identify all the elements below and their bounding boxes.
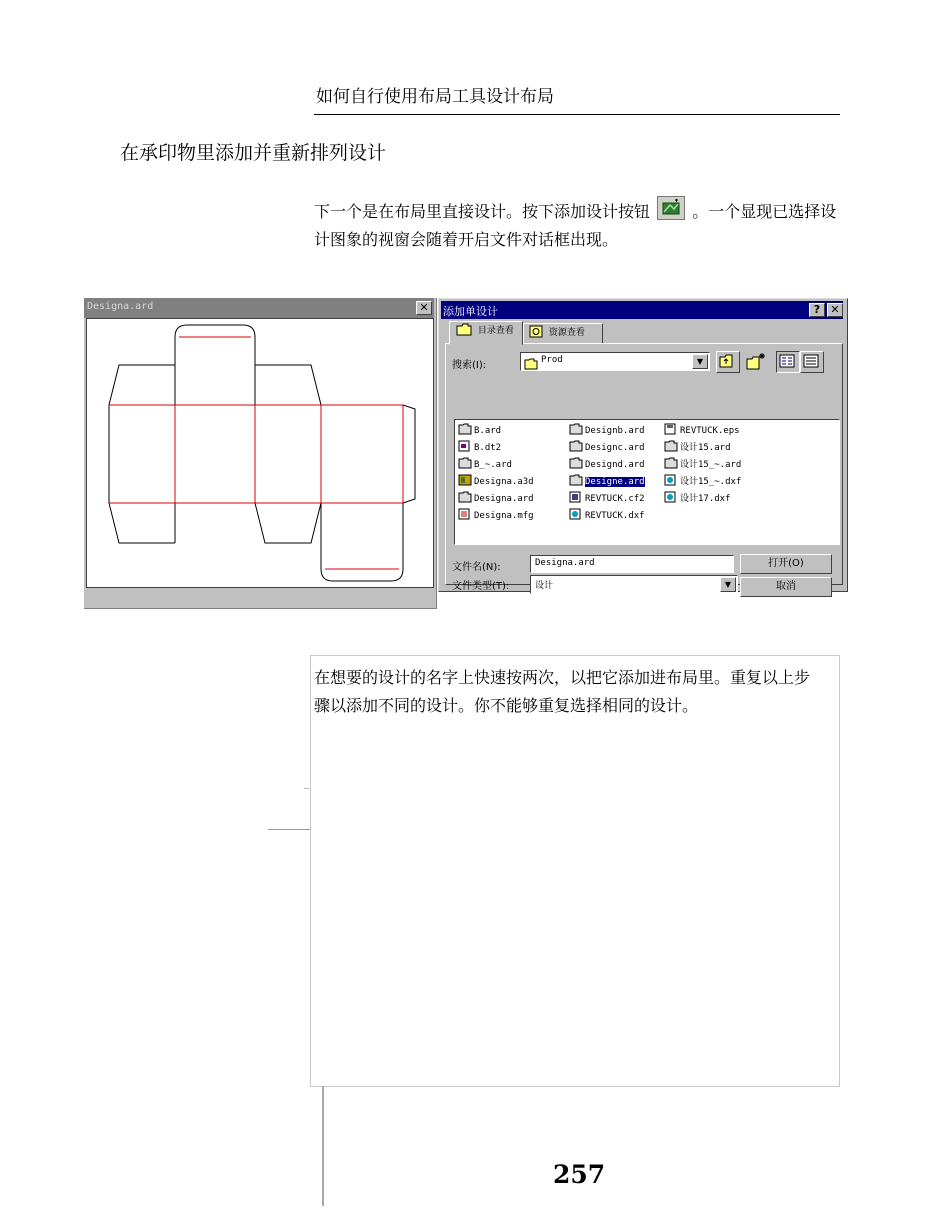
ard-file-icon [664,440,678,452]
eps-file-icon [664,423,678,435]
file-item[interactable] [664,474,741,489]
file-item[interactable] [569,457,645,472]
filename-label: 文件名(N): [452,562,501,573]
mfg-file-icon [458,508,472,520]
dxf-file-icon [664,474,678,486]
file-list[interactable] [454,419,840,545]
new-folder-icon [745,352,767,372]
dialog-title: 添加单设计 [443,305,498,318]
design-window-titlebar [84,298,434,318]
note-paragraph: 在想要的设计的名字上快速按两次，以把它添加进布局里。重复以上步骤以添加不同的设计。你不能够重复选择相同的设计。 [314,668,811,715]
close-icon[interactable]: ✕ [827,303,843,317]
file-name: Designa.mfg [474,511,534,521]
divider [268,829,310,830]
add-design-dialog [438,298,848,592]
open-button[interactable]: 打开(O) [740,554,832,574]
section-title: 在承印物里添加并重新排列设计 [120,142,387,164]
file-name: Designa.a3d [474,477,534,487]
list-view-icon [777,352,797,370]
folder-open-icon [524,355,538,374]
file-name: REVTUCK.eps [680,426,740,436]
file-name: B.ard [474,426,502,436]
file-name: Designa.ard [474,494,534,504]
file-item[interactable] [664,491,731,506]
divider [304,788,309,789]
search-label: 搜索(I): [452,360,487,371]
ard-file-icon [458,491,472,503]
file-name: 设计17.dxf [680,494,731,504]
search-location-value: Prod [541,355,563,365]
file-name: REVTUCK.dxf [585,511,645,521]
close-icon[interactable]: ✕ [416,301,432,315]
folder-icon [456,323,472,344]
intro-text-before: 下一个是在布局里直接设计。按下添加设计按钮 [314,202,651,221]
file-item[interactable] [569,423,645,438]
file-name: 设计15.ard [680,443,731,453]
ard-file-icon [458,457,472,469]
chevron-down-icon[interactable]: ▼ [720,577,736,592]
cf2-file-icon [569,491,583,503]
file-item[interactable] [569,491,645,506]
file-item[interactable] [569,508,645,523]
ard-file-icon [458,423,472,435]
intro-paragraph [314,196,844,254]
file-item[interactable] [569,474,645,489]
search-location-select[interactable] [520,352,710,371]
dialog-titlebar [441,301,843,319]
dt2-file-icon [458,440,472,452]
filename-value: Designa.ard [535,558,595,568]
file-item[interactable] [458,491,534,506]
dxf-file-icon [569,508,583,520]
ard-file-icon [569,423,583,435]
tab-resource-view[interactable] [523,323,603,344]
ard-file-icon [569,440,583,452]
design-canvas [86,318,434,588]
help-icon[interactable]: ? [809,303,825,317]
page-number: 257 [553,1160,606,1189]
tab-label: 资源查看 [548,328,585,338]
file-name: 设计15_~.ard [680,460,742,470]
ard-file-icon [569,474,583,486]
ard-file-icon [569,457,583,469]
filetype-select[interactable] [530,575,738,594]
details-view-button[interactable] [800,351,824,373]
file-item[interactable] [458,508,534,523]
design-preview-window [84,298,437,609]
file-item[interactable] [569,440,645,455]
file-item[interactable] [664,440,731,455]
chevron-down-icon[interactable]: ▼ [692,354,708,369]
file-item[interactable] [458,440,501,455]
header-rule [314,114,840,115]
box-dieline-drawing [87,319,433,587]
filename-input[interactable] [530,555,734,573]
list-view-button[interactable] [776,351,800,373]
details-view-icon [801,352,821,370]
margin-rule [322,1086,324,1206]
file-item[interactable] [458,457,512,472]
up-folder-icon [717,352,737,370]
file-name: Designe.ard [585,477,645,487]
file-name: B.dt2 [474,443,502,453]
cancel-button[interactable]: 取消 [740,577,832,597]
up-one-level-button[interactable] [716,351,740,373]
running-header: 如何自行使用布局工具设计布局 [316,87,554,107]
add-design-icon [657,196,685,220]
filetype-label: 文件类型(T): [452,581,510,592]
file-name: B_~.ard [474,460,512,470]
file-name: REVTUCK.cf2 [585,494,645,504]
file-name: Designc.ard [585,443,645,453]
filetype-value: 设计 [535,581,554,591]
file-item[interactable] [664,457,741,472]
ard-file-icon [664,457,678,469]
a3d-file-icon [458,474,472,486]
file-name: Designb.ard [585,426,645,436]
intro-text-after: 。一个显现已选择设计图象的视窗会随着开启文件对话框出现。 [314,202,837,249]
file-name: 设计15_~.dxf [680,477,742,487]
tab-label: 目录查看 [477,326,514,336]
tab-directory-view[interactable] [449,321,523,345]
dialog-tab-panel [445,343,843,592]
dxf-file-icon [664,491,678,503]
new-folder-button[interactable] [744,351,768,373]
file-item[interactable] [458,474,534,489]
file-item[interactable] [458,423,501,438]
file-item[interactable] [664,423,740,438]
design-window-title: Designa.ard [87,301,154,312]
file-name: Designd.ard [585,460,645,470]
